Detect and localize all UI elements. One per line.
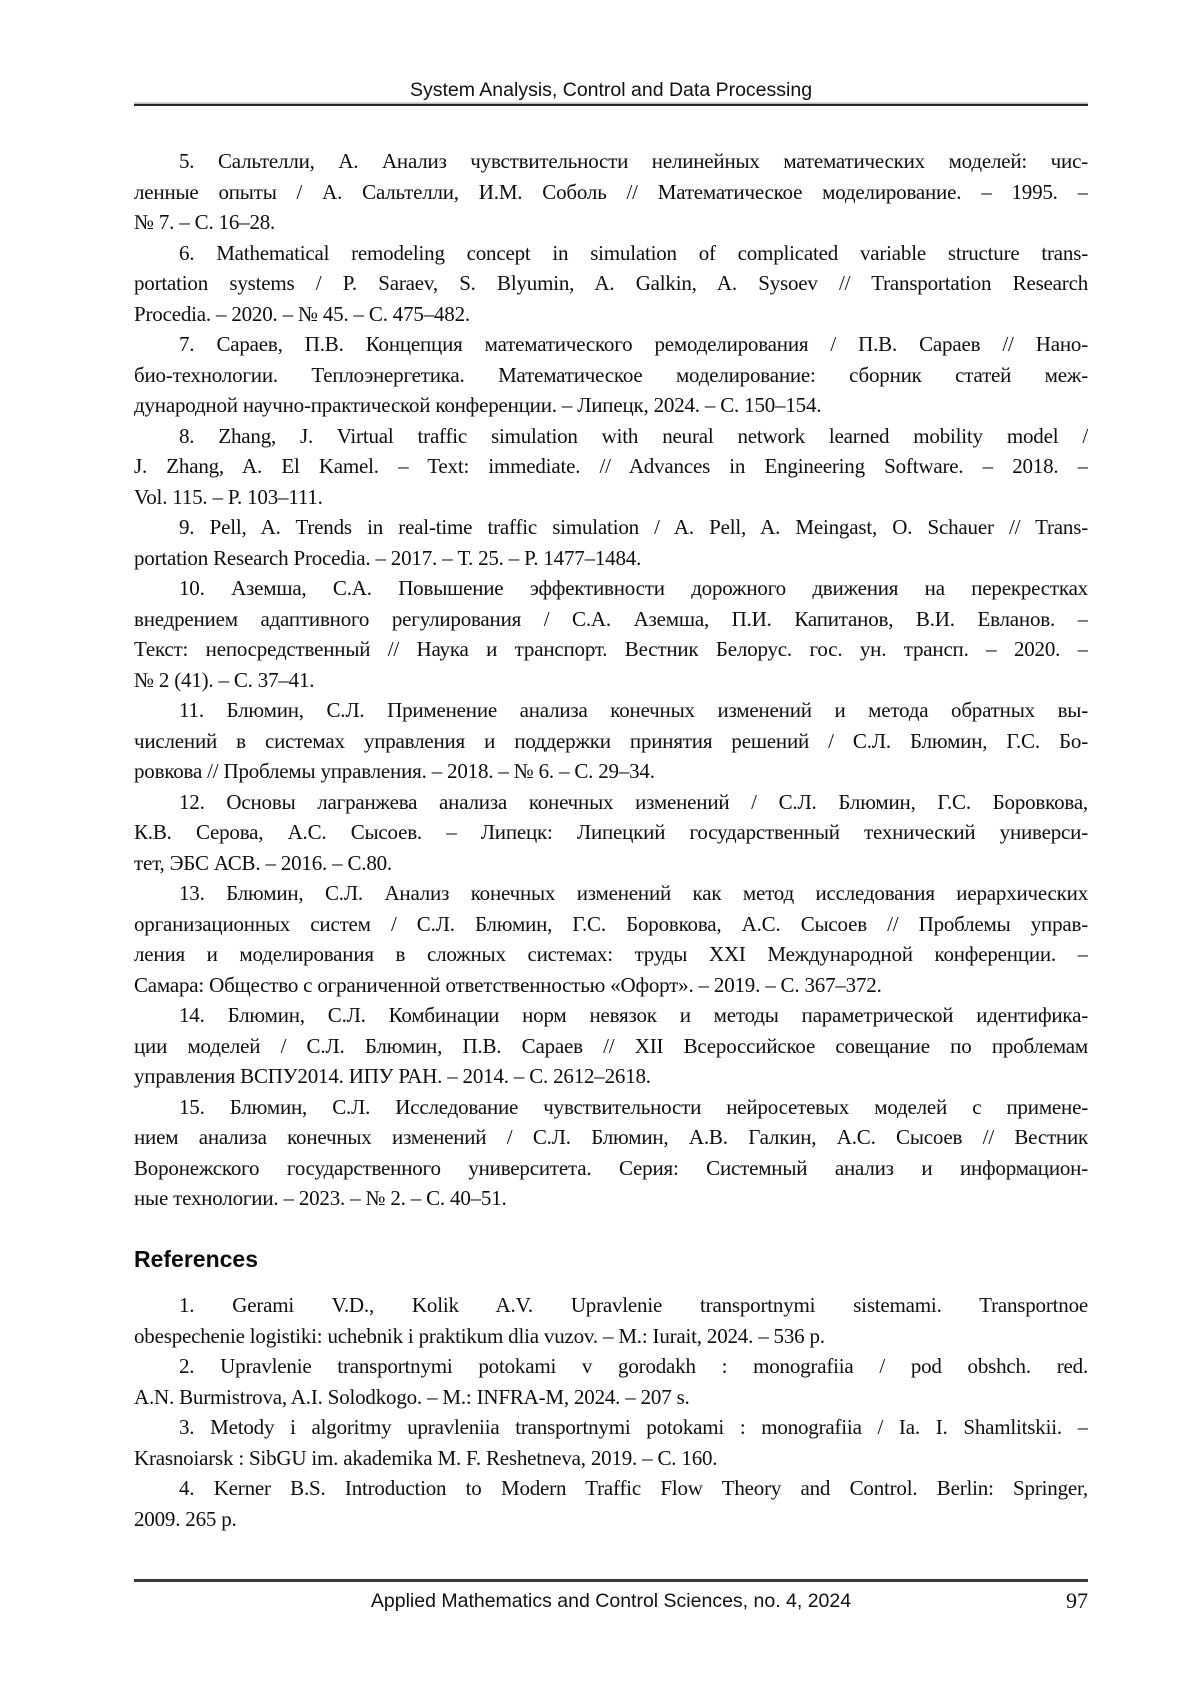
reference-line: 15. Блюмин, С.Л. Исследование чувствительности нейросетевых моделей с примене- [179, 1094, 1088, 1119]
reference-line: дународной научно-практической конференции. – Липецк, 2024. – С. 150–154. [134, 393, 822, 417]
reference-item [134, 1412, 1088, 1473]
reference-line: portation Research Procedia. – 2017. – Т. 25. – P. 1477–1484. [134, 545, 642, 570]
reference-item [134, 1092, 1088, 1214]
references-heading: References [134, 1246, 259, 1272]
reference-line: Vol. 115. – P. 103–111. [134, 484, 323, 509]
reference-item [134, 787, 1088, 879]
reference-line: ления и моделирования в сложных системах: труды XXI Международной конференции. – [134, 942, 1088, 966]
reference-line: № 7. – С. 16–28. [134, 210, 276, 234]
reference-line: 8. Zhang, J. Virtual traffic simulation with neural network learned mobility model / [179, 423, 1088, 448]
reference-line: 2009. 265 p. [134, 1506, 237, 1531]
reference-line: био-технологии. Теплоэнергетика. Математическое моделирование: сборник статей меж- [134, 362, 1088, 387]
reference-item [134, 146, 1088, 238]
reference-line: 6. Mathematical remodeling concept in simulation of complicated variable structure trans- [179, 240, 1088, 265]
reference-line: ровкова // Проблемы управления. – 2018. – № 6. – С. 29–34. [134, 759, 655, 783]
reference-line: 2. Upravlenie transportnymi potokami v gorodakh : monografiia / pod obshch. red. [179, 1354, 1088, 1378]
reference-line: 1. Gerami V.D., Kolik A.V. Upravlenie transportnymi sistemami. Transportnoe [179, 1293, 1088, 1317]
reference-line: ции моделей / С.Л. Блюмин, П.В. Сараев // XII Всероссийское совещание по проблемам [134, 1033, 1088, 1058]
reference-line: 10. Аземша, С.А. Повышение эффективности дорожного движения на перекрестках [179, 576, 1088, 600]
reference-line: К.В. Серова, А.С. Сысоев. – Липецк: Липецкий государственный технический универси- [134, 820, 1088, 844]
reference-line: ленные опыты / А. Сальтелли, И.М. Соболь // Математическое моделирование. – 1995. – [134, 179, 1088, 204]
reference-line: 4. Kerner B.S. Introduction to Modern Traffic Flow Theory and Control. Berlin: Springer, [179, 1476, 1088, 1500]
reference-line: тет, ЭБС АСВ. – 2016. – С.80. [134, 850, 392, 875]
reference-line: 14. Блюмин, С.Л. Комбинации норм невязок и методы параметрической идентифика- [179, 1003, 1088, 1027]
reference-item [134, 878, 1088, 1000]
reference-line: A.N. Burmistrova, A.I. Solodkogo. – M.: INFRA-M, 2024. – 207 s. [134, 1384, 690, 1409]
reference-line: 3. Metody i algoritmy upravleniia transportnymi potokami : monografiia / Ia. I. Shamlitskii. – [179, 1415, 1088, 1439]
reference-line: ные технологии. – 2023. – № 2. – С. 40–51. [134, 1186, 507, 1210]
reference-line: 7. Сараев, П.В. Концепция математического ремоделирования / П.В. Сараев // Нано- [179, 332, 1088, 356]
reference-line: Воронежского государственного университета. Серия: Системный анализ и информацион- [134, 1155, 1088, 1180]
running-head: System Analysis, Control and Data Processing [409, 79, 813, 101]
reference-line: Krasnoiarsk : SibGU im. akademika M. F. Reshetneva, 2019. – C. 160. [134, 1445, 718, 1470]
references-list-russian [134, 146, 1088, 1214]
reference-line: Procedia. – 2020. – № 45. – С. 475–482. [134, 301, 470, 326]
reference-line: obespechenie logistiki: uchebnik i praktikum dlia vuzov. – M.: Iurait, 2024. – 536 p. [134, 1323, 825, 1348]
reference-line: 13. Блюмин, С.Л. Анализ конечных изменений как метод исследования иерархических [179, 881, 1088, 905]
reference-line: portation systems / P. Saraev, S. Blyumin, A. Galkin, A. Sysoev // Transportation Research [134, 271, 1088, 295]
footer-journal-line: Applied Mathematics and Control Sciences, no. 4, 2024 [370, 1590, 852, 1612]
reference-item [134, 1473, 1088, 1534]
reference-line: № 2 (41). – С. 37–41. [134, 667, 315, 692]
footer-rule [134, 1579, 1088, 1582]
reference-line: Самара: Общество с ограниченной ответственностью «Офорт». – 2019. – С. 367–372. [134, 972, 882, 997]
reference-line: управления ВСПУ2014. ИПУ РАН. – 2014. – С. 2612–2618. [134, 1064, 651, 1088]
reference-item [134, 1290, 1088, 1351]
reference-line: внедрением адаптивного регулирования / С.А. Аземша, П.И. Капитанов, В.И. Евланов. – [134, 606, 1088, 631]
reference-item [134, 238, 1088, 330]
reference-line: 11. Блюмин, С.Л. Применение анализа конечных изменений и метода обратных вы- [179, 698, 1088, 722]
reference-line: 12. Основы лагранжева анализа конечных изменений / С.Л. Блюмин, Г.С. Боровкова, [179, 789, 1088, 814]
reference-item [134, 512, 1088, 573]
header-rule [134, 104, 1088, 106]
reference-line: 5. Сальтелли, А. Анализ чувствительности нелинейных математических моделей: чис- [179, 149, 1088, 173]
reference-line: нием анализа конечных изменений / С.Л. Блюмин, А.В. Галкин, А.С. Сысоев // Вестник [134, 1125, 1088, 1149]
reference-item [134, 573, 1088, 695]
reference-line: числений в системах управления и поддержки принятия решений / С.Л. Блюмин, Г.С. Бо- [134, 728, 1088, 753]
footer-page-number: 97 [1066, 1588, 1088, 1613]
reference-item [134, 421, 1088, 513]
reference-item [134, 695, 1088, 787]
reference-line: организационных систем / С.Л. Блюмин, Г.С. Боровкова, А.С. Сысоев // Проблемы управ- [134, 911, 1088, 936]
reference-item [134, 1351, 1088, 1412]
reference-line: 9. Pell, A. Trends in real-time traffic simulation / A. Pell, A. Meingast, O. Schauer // Trans- [179, 515, 1088, 539]
reference-item [134, 329, 1088, 421]
references-list-transliterated [134, 1290, 1088, 1534]
reference-line: Текст: непосредственный // Наука и транспорт. Вестник Белорус. гос. ун. трансп. – 2020. – [134, 637, 1088, 661]
reference-line: J. Zhang, A. El Kamel. – Text: immediate. // Advances in Engineering Software. – 2018. – [134, 454, 1088, 478]
reference-item [134, 1000, 1088, 1092]
